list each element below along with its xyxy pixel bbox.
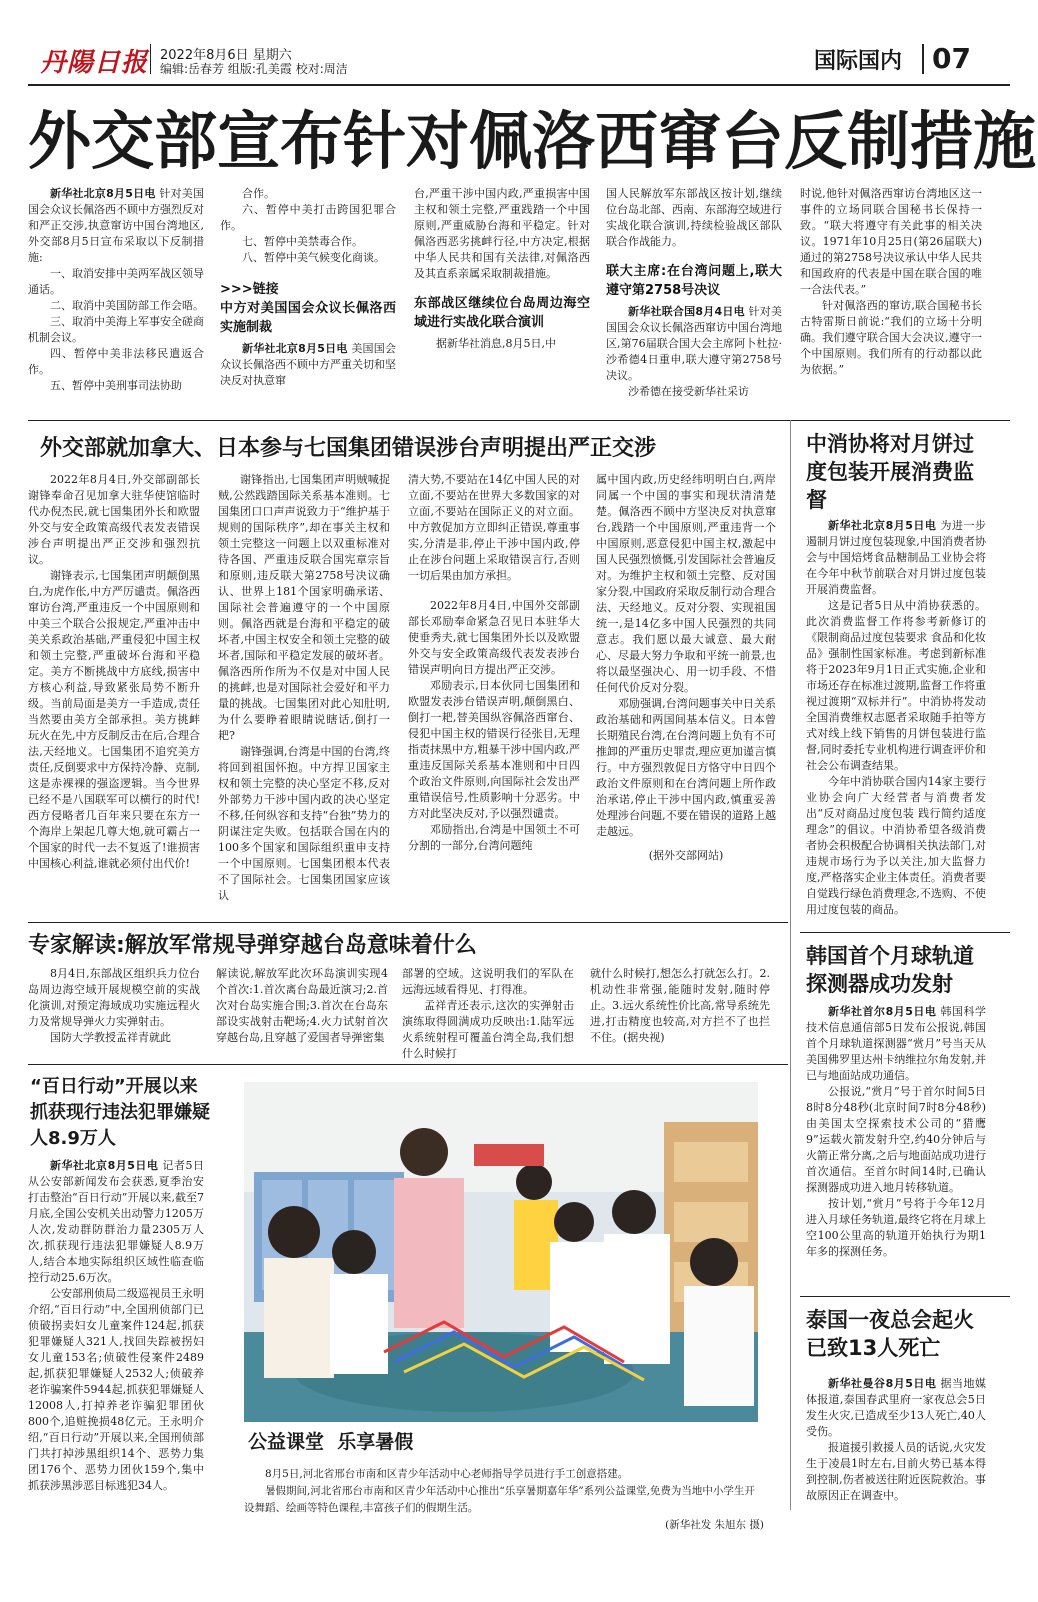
section-name: 国际国内 [814, 48, 903, 74]
paragraph: 解读说,解放军此次环岛演训实现4个首次:1.首次离台岛最近演习;2.首次对台岛实施合围;3.首次在台岛东部设实战射击靶场;4.火力试射首次穿越台岛,且穿越了爱国者导弹密集 [216, 967, 388, 1044]
editor-credits: 编辑:岳春芳 组版:孔美霞 校对:周洁 [160, 62, 348, 76]
dateline: 新华社联合国8月4日电 [628, 305, 745, 318]
dateline: 新华社首尔8月5日电 [828, 1005, 937, 1018]
sidebar2-headline: 韩国首个月球轨道探测器成功发射 [806, 944, 974, 996]
paragraph: 按计划,“赏月”号将于今年12月进入月球任务轨道,最终它将在月球上空100公里高的轨道开始执行为期1年多的探测任务。 [806, 1197, 986, 1258]
paragraph: 就什么时候打,想怎么打就怎么打。2.机动性非常强,能随时发射,随时停止。3.远火系统性价比高,常导系统先进,打击精度也较高,对方拦不了也拦不住。 [590, 967, 770, 1044]
paragraph: 孟祥青还表示,这次的实弹射击演练取得圆满成功反映出:1.陆军远火系统射程可覆盖台湾全岛,我们想什么时候打 [402, 999, 574, 1060]
paragraph: 谢锋指出,七国集团声明贼喊捉贼,公然践踏国际关系基本准则。七国集团口口声声说致力于“维护基于规则的国际秩序”,却在事关主权和领土完整这一问题上以双重标准对待各国、严重违反联合国宪章宗旨和原则,违反联大第2758号决议确认、世界上181个国家明确承诺、国际社会普遍遵守的一个中国原则。佩洛西就是台海和平稳定的破坏者,中国主权安全和领土完整的破坏者,国际和平稳定发展的破坏者。佩洛西所作所为不仅是对中国人民的挑衅,也是对国际社会爱好和平力量的挑战。七国集团对此心知肚明,为什么要睁着眼睛说瞎话,倒打一耙? [218, 473, 390, 742]
story3-col4 [590, 966, 770, 1062]
paragraph: 针对佩洛西的窜访,联合国秘书长古特雷斯日前说:“我们的立场十分明确。我们遵守联合国大会决议,遵守一个中国原则。我们所有的行动都以此为依据。” [800, 299, 982, 376]
paragraph: 七、暂停中美禁毒合作。 [242, 235, 363, 248]
paragraph: 二、取消中美国防部工作会晤。 [50, 299, 204, 312]
paragraph: 公安部刑侦局二级巡视员王永明介绍,“百日行动”中,全国刑侦部门已侦破拐卖妇女儿童案件124起,抓获犯罪嫌疑人321人,找回失踪被拐妇女儿童153名;侦破性侵案件2489起,抓获犯罪嫌疑人2532人;侦破养老诈骗案件5944起,抓获犯罪嫌疑人12008人,打掉养老诈骗犯罪团伙800个,追赃挽损48亿元。王永明介绍,“百日行动”开展以来,全国刑侦部门共打掉涉黑组织14个、恶势力集团176个、恶势力团伙159个,集中抓获涉黑涉恶目标逃犯34人。 [28, 1287, 204, 1492]
photo-title: 公益课堂 乐享暑假 [248, 1431, 414, 1453]
paragraph: 报道援引救援人员的话说,火灾发生于凌晨1时左右,目前火势已基本得到控制,伤者被送往附近医院救治。事故原因正在调查中。 [806, 1441, 986, 1502]
paragraph: 为进一步遏制月饼过度包装现象,中国消费者协会与中国焙烤食品糖制品工业协会将在今年中秋节前联合对月饼过度包装开展消费监督。 [806, 519, 986, 596]
paragraph: 八、暂停中美气候变化商谈。 [242, 251, 385, 264]
paragraph: 2022年8月4日,中国外交部副部长邓励奉命紧急召见日本驻华大使垂秀夫,就七国集团外长以及欧盟外交与安全政策高级代表发表涉台错误声明向日方提出严正交涉。 [408, 599, 580, 676]
dateline: 新华社北京8月5日电 [50, 1159, 159, 1172]
issue-date: 2022年8月6日 星期六 [160, 48, 292, 63]
caption-line: 暑假期间,河北省邢台市南和区青少年活动中心推出“乐享暑期嘉年华”系列公益课堂,免费为当地中小学生开设舞蹈、绘画等特色课程,丰富孩子们的假期生活。 [244, 1485, 755, 1514]
paragraph: 四、暂停中美非法移民遣返合作。 [28, 347, 204, 376]
story2-col3 [408, 472, 580, 912]
dateline: 新华社北京8月5日电 [242, 342, 348, 355]
paragraph: 谢锋强调,台湾是中国的台湾,终将回到祖国怀抱。中方捍卫国家主权和领土完整的决心坚定不移,反对外部势力干涉中国内政的决心坚定不移,任何纵容和支持“台独”势力的阴谋注定失败。包括联合国在内的100多个国家和国际组织重申支持一个中国原则。七国集团根本代表不了国际社会。七国集团国家应该认 [218, 745, 390, 902]
source-note: (据央视) [623, 1031, 665, 1044]
paragraph: 部署的空域。这说明我们的军队在远海远域看得见、打得准。 [402, 967, 574, 996]
paragraph: 据新华社消息,8月5日,中 [436, 337, 556, 350]
dateline: 新华社北京8月5日电 [50, 187, 156, 200]
paragraph: 国防大学教授孟祥青就此 [50, 1031, 171, 1044]
paragraph: 针对美国国会众议长佩洛西窜访中国台湾地区,第76届联合国大会主席阿卜杜拉·沙希德4日重申,联大遵守第2758号决议。 [606, 305, 782, 382]
paragraph: 邓励表示,日本伙同七国集团和欧盟发表涉台错误声明,颠倒黑白、倒打一耙,替美国纵容佩洛西窜台、侵犯中国主权的错误行径张目,无理指责抹黑中方,粗暴干涉中国内政,严重违反国际关系基本准则和中日四个政治文件原则,向国际社会发出严重错误信号,性质影响十分恶劣。中方对此坚决反对,予以强烈谴责。 [408, 679, 580, 820]
paragraph: 谢锋表示,七国集团声明颠倒黑白,为虎作伥,中方严厉谴责。佩洛西窜访台湾,严重违反一个中国原则和中美三个联合公报规定,严重冲击中美关系政治基础,严重侵犯中国主权和领土完整,严重破坏台海和平稳定。美方不断挑战中方底线,损害中方核心利益,导致紧张局势不断升级。当前局面是美方一手造成,责任当然要由美方全部承担。美方挑衅玩火在先,中方反制反击在后,合理合法,天经地义。七国集团不追究美方责任,反倒要求中方保持冷静、克制,这是赤裸裸的强盗逻辑。当今世界已经不是八国联军可以横行的时代!西方侵略者几百年来只要在东方一个海岸上架起几尊大炮,就可霸占一个国家的时代一去不复返了!谁损害中国核心利益,谁就必须付出代价! [28, 569, 200, 870]
paragraph: 清大势,不要站在14亿中国人民的对立面,不要站在世界大多数国家的对立面,不要站在国际正义的对立面。中方敦促加方立即纠正错误,尊重事实,分清是非,停止干涉中国内政,停止在涉台问题上采取错误言行,否则一切后果由加方承担。 [408, 473, 580, 582]
main-story-col1 [28, 186, 204, 406]
main-story-col5 [800, 186, 982, 406]
link-label: >>>链接 [220, 282, 279, 297]
paragraph: 一、取消安排中美两军战区领导通话。 [28, 267, 204, 296]
paragraph: 五、暂停中美刑事司法协助 [50, 379, 182, 392]
paragraph: 美国国会众议长佩洛西不顾中方严重关切和坚决反对执意窜 [220, 342, 396, 387]
photo-credit: (新华社发 朱旭东 摄) [665, 1519, 764, 1531]
photo-caption [244, 1466, 764, 1534]
sub-headline: 联大主席:在台湾问题上,联大遵守第2758号决议 [606, 264, 782, 298]
sidebar3-body [806, 1376, 986, 1524]
paragraph: 韩国科学技术信息通信部5日发布公报说,韩国首个月球轨道探测器“赏月”号当天从美国佛罗里达州卡纳维拉尔角发射,并已与地面站成功通信。 [806, 1005, 986, 1082]
paragraph: 三、取消中美海上军事安全磋商机制会议。 [28, 315, 204, 344]
news-photo [244, 1082, 758, 1422]
source-note: (据外交部网站) [648, 849, 724, 862]
story2-col4 [596, 472, 776, 912]
paragraph: 针对美国国会众议长佩洛西不顾中方强烈反对和严正交涉,执意窜访中国台湾地区,外交部8月5日宣布采取以下反制措施: [28, 187, 204, 264]
story3-col2 [216, 966, 388, 1062]
story2-col2 [218, 472, 390, 912]
paragraph: 台,严重干涉中国内政,严重损害中国主权和领土完整,严重践踏一个中国原则,严重威胁台海和平稳定。针对佩洛西恶劣挑衅行径,中方决定,根据中华人民共和国有关法律,对佩洛西及其直系亲属采取制裁措施。 [414, 187, 590, 280]
sidebar1-headline: 中消协将对月饼过度包装开展消费监督 [806, 432, 974, 512]
paragraph: 六、暂停中美打击跨国犯罪合作。 [220, 203, 396, 232]
story3-col1 [28, 966, 200, 1062]
paragraph: 8月4日,东部战区组织兵力位台岛周边海空域开展规模空前的实战化演训,对预定海域成功实施远程火力及常规导弹火力实弹射击。 [28, 967, 200, 1028]
sidebar2-body [806, 1004, 986, 1292]
story2-headline: 外交部就加拿大、日本参与七国集团错误涉台声明提出严正交涉 [40, 436, 657, 461]
sidebar1-body [806, 518, 986, 922]
paragraph: 记者5日从公安部新闻发布会获悉,夏季治安打击整治“百日行动”开展以来,截至7月底,全国公安机关出动警力1205万人次,发动群防群治力量2305万人次,抓获现行违法犯罪嫌疑人8.9万人,结合本地实际组织区域性临查临控行动25.6万次。 [28, 1159, 204, 1284]
paragraph: 沙希德在接受新华社采访 [628, 385, 749, 398]
story2-col1 [28, 472, 200, 912]
paragraph: 属中国内政,历史经纬明明白白,两岸同属一个中国的事实和现状清清楚楚。佩洛西不顾中方坚决反对执意窜台,践踏一个中国原则,严重违背一个中国原则,恶意侵犯中国主权,激起中国人民强烈愤慨,引发国际社会普遍反对。为维护主权和领土完整、反对国家分裂,中国政府采取反制行动合理合法、天经地义。反对分裂、实现祖国统一,是14亿多中国人民强烈的共同意志。我们愿以最大诚意、最大耐心、尽最大努力争取和平统一前景,也将以最坚强决心、用一切手段、不惜任何代价反对分裂。 [596, 473, 776, 694]
main-story-col2 [220, 186, 396, 406]
paragraph: 邓励强调,台湾问题事关中日关系政治基础和两国间基本信义。日本曾长期殖民台湾,在台湾问题上负有不可推卸的严重历史罪责,理应更加谨言慎行。中方强烈敦促日方恪守中日四个政治文件原则和在台湾问题上所作政治承诺,停止干涉中国内政,慎重妥善处理涉台问题,不要在错误的道路上越走越远。 [596, 697, 776, 838]
paragraph: 国人民解放军东部战区按计划,继续位台岛北部、西南、东部海空域进行实战化联合演训,持续检验战区部队联合作战能力。 [606, 187, 782, 248]
classroom-photo-illustration [244, 1082, 758, 1422]
paragraph: 据当地媒体报道,泰国春武里府一家夜总会5日发生火灾,已造成至少13人死亡,40人受伤。 [806, 1377, 986, 1438]
dateline: 新华社北京8月5日电 [828, 519, 937, 532]
paragraph: 这是记者5日从中消协获悉的。此次消费监督工作将参考新修订的《限制商品过度包装要求 食品和化妆品》强制性国家标准。考虑到新标准将于2023年9月1日正式实施,企业和市场还存在标准过渡期,监督工作将重视过渡期“双标并行”。中消协将发动全国消费维权志愿者采取随手拍等方式对线上线下销售的月饼包装进行监督,同时委托专业机构进行调查评价和社会公布调查结果。 [806, 599, 986, 772]
dateline: 新华社曼谷8月5日电 [828, 1377, 937, 1390]
paragraph: 邓励指出,台湾是中国领土不可分割的一部分,台湾问题纯 [408, 823, 580, 852]
paragraph: 合作。 [242, 187, 275, 200]
sub-headline: 东部战区继续位台岛周边海空域进行实战化联合演训 [414, 296, 590, 330]
paragraph: 今年中消协联合国内14家主要行业协会向广大经营者与消费者发出“反对商品过度包装 践行简约适度理念”的倡议。中消协希望各级消费者协会积极配合协调相关执法部门,对违规市场行为予以关注,加大监督力度,严格落实企业主体责任。消费者要自觉践行绿色消费理念,不选购、不使用过度包装的商品。 [806, 775, 986, 916]
main-story-col4 [606, 186, 782, 406]
story4-body [28, 1158, 204, 1522]
paragraph: 时说,他针对佩洛西窜访台湾地区这一事件的立场同联合国秘书长保持一致。“联大将遵守有关此事的相关决议。1971年10月25日(第26届联大)通过的第2758号决议承认中华人民共和国政府的代表是中国在联合国的唯一合法代表。” [800, 187, 982, 296]
newspaper-logo: 丹陽日报 [40, 48, 149, 78]
story3-headline: 专家解读:解放军常规导弹穿越台岛意味着什么 [28, 933, 477, 958]
paragraph: 2022年8月4日,外交部副部长谢锋奉命召见加拿大驻华使馆临时代办倪杰民,就七国集团外长和欧盟外交与安全政策高级代表发表错误涉台声明提出严正交涉和强烈抗议。 [28, 473, 200, 566]
page-number: 07 [932, 42, 971, 75]
sub-headline: 中方对美国国会众议长佩洛西实施制裁 [220, 301, 396, 335]
story3-col3 [402, 966, 574, 1062]
sidebar3-headline: 泰国一夜总会起火已致13人死亡 [806, 1308, 974, 1360]
main-story-col3 [414, 186, 590, 406]
main-headline: 外交部宣布针对佩洛西窜台反制措施 [28, 105, 1036, 178]
story4-headline: “百日行动”开展以来抓获现行违法犯罪嫌疑人8.9万人 [30, 1076, 210, 1149]
caption-line: 8月5日,河北省邢台市南和区青少年活动中心老师指导学员进行手工创意搭建。 [265, 1468, 629, 1480]
paragraph: 公报说,“赏月”号于首尔时间5日8时8分48秒(北京时间7时8分48秒)由美国太空探索技术公司的“猎鹰9”运载火箭发射升空,约40分钟后与火箭正常分离,之后与地面站成功进行首次通信。至首尔时间14时,已确认探测器成功进入地月转移轨道。 [806, 1085, 986, 1194]
